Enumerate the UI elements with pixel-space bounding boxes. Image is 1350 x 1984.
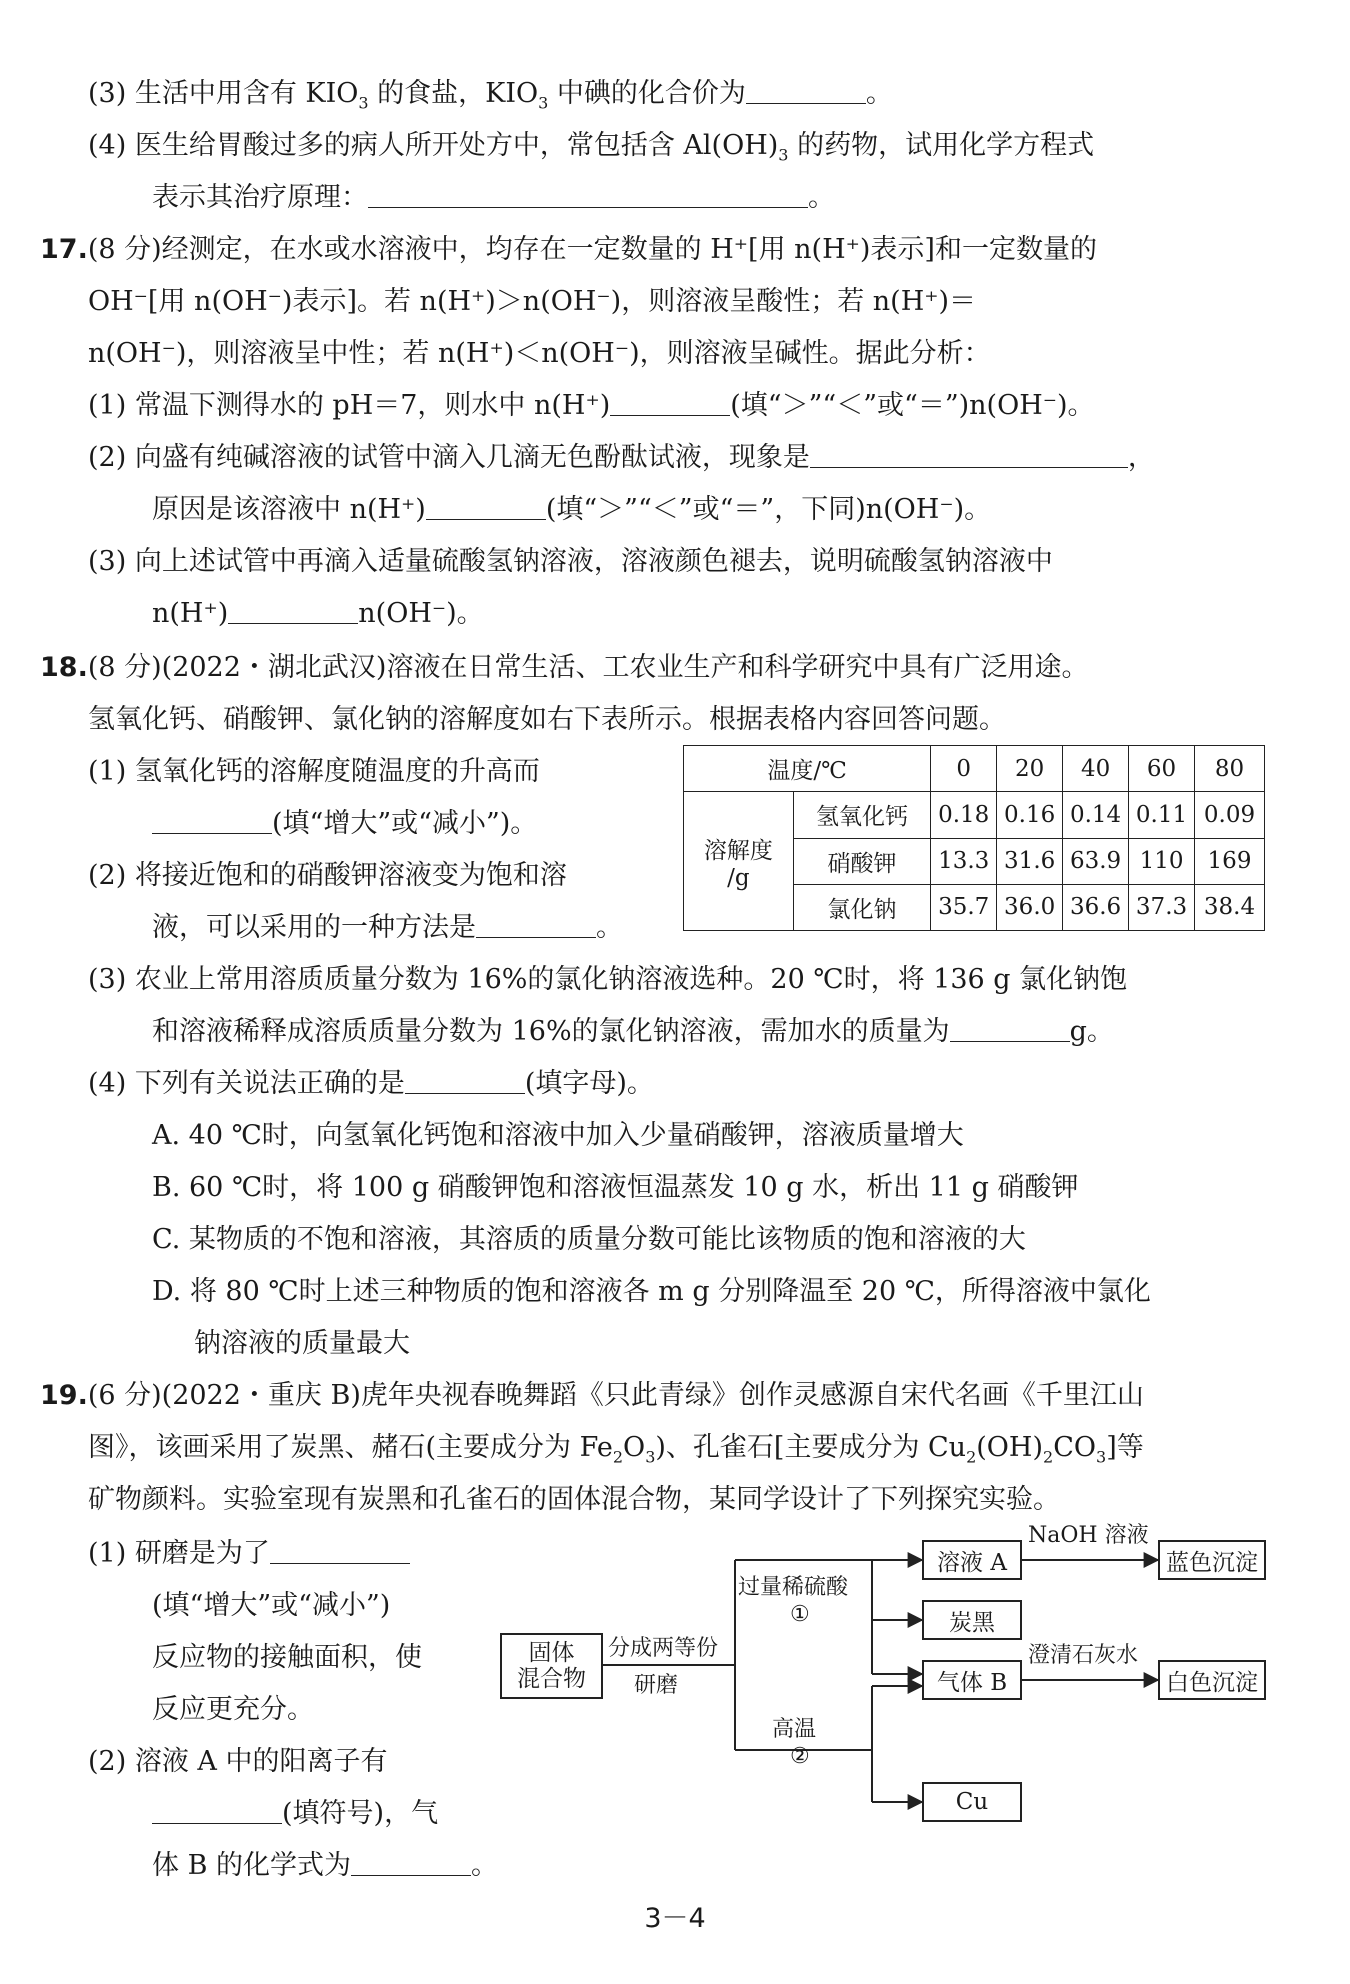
q16-part4-line1: (4) 医生给胃酸过多的病人所开处方中，常包括含 $Al(OH)_3$ 的药物，试用化学方程式 <box>88 130 1095 165</box>
q18-part2-line1: (2) 将接近饱和的硝酸钾溶液变为饱和溶 <box>88 860 567 891</box>
q19-part2-line2: (填符号)，气 <box>152 1796 438 1832</box>
q19-part1-line3: 反应物的接触面积，使 <box>152 1642 422 1673</box>
carbon-black-box: 炭黑 <box>922 1600 1022 1640</box>
temp-cell: 60 <box>1129 746 1195 792</box>
temp-cell: 80 <box>1195 746 1265 792</box>
split-label: 分成两等份 <box>608 1636 719 1661</box>
q18-option-b: B. 60 ℃时，将 100 g 硝酸钾饱和溶液恒温蒸发 10 g 水，析出 11 g 硝酸钾 <box>152 1172 1079 1203</box>
q17-part3-line2: n(H⁺) n(OH⁻)。 <box>152 598 484 629</box>
solubility-group-label: 溶解度 /g <box>684 792 794 931</box>
q18-part4: (4) 下列有关说法正确的是 (填字母)。 <box>88 1068 654 1099</box>
q18-option-d-line2: 钠溶液的质量最大 <box>194 1328 410 1359</box>
q19-stem-line3: 矿物颜料。实验室现有炭黑和孔雀石的固体混合物，某同学设计了下列探究实验。 <box>88 1484 1060 1515</box>
substance-name: 氢氧化钙 <box>793 792 931 838</box>
page-number: 3－4 <box>644 1903 706 1934</box>
q18-stem-line1: 18.(8 分)(2022・湖北武汉)溶液在日常生活、工农业生产和科学研究中具有广泛用途。 <box>40 652 1089 683</box>
q18-option-a: A. 40 ℃时，向氢氧化钙饱和溶液中加入少量硝酸钾，溶液质量增大 <box>152 1120 964 1151</box>
q19-part1-line2: (填“增大”或“减小”) <box>152 1590 391 1621</box>
table-cell: 36.6 <box>1063 884 1129 930</box>
step-1-label: ① <box>790 1602 810 1627</box>
q17-part1: (1) 常温下测得水的 pH＝7，则水中 n(H⁺) (填“＞”“＜”或“＝”)n(OH⁻)。 <box>88 390 1095 421</box>
temp-cell: 20 <box>997 746 1063 792</box>
q18-part3-line2: 和溶液稀释成溶质质量分数为 16%的氯化钠溶液，需加水的质量为 g。 <box>152 1016 1114 1047</box>
q18-part3-line1: (3) 农业上常用溶质质量分数为 16%的氯化钠溶液选种。20 ℃时，将 136 g 氯化钠饱 <box>88 964 1128 995</box>
dilute-acid-label: 过量稀硫酸 <box>738 1575 849 1600</box>
question-number: 17. <box>40 234 88 265</box>
q17-part2-line2: 原因是该溶液中 n(H⁺) (填“＞”“＜”或“＝”，下同)n(OH⁻)。 <box>152 494 992 525</box>
q19-stem-line1: 19.(6 分)(2022・重庆 B)虎年央视春晚舞蹈《只此青绿》创作灵感源自宋代名画《千里江山 <box>40 1380 1144 1411</box>
q19-stem-line2: 图》，该画采用了炭黑、赭石(主要成分为 $Fe_2O_3$)、孔雀石[主要成分为 $Cu_2(OH)_2CO_3$]等 <box>88 1432 1144 1467</box>
q19-part1-line4: 反应更充分。 <box>152 1694 314 1725</box>
table-cell: 38.4 <box>1195 884 1265 930</box>
table-cell: 0.14 <box>1063 792 1129 838</box>
q16-part3: (3) 生活中用含有 $KIO_3$ 的食盐，$KIO_3$ 中碘的化合价为 。 <box>88 78 893 113</box>
q18-part1-line2: (填“增大”或“减小”)。 <box>152 806 537 842</box>
copper-box: Cu <box>922 1782 1022 1822</box>
temp-cell: 40 <box>1063 746 1129 792</box>
blue-precipitate-box: 蓝色沉淀 <box>1158 1540 1266 1580</box>
naoh-label: NaOH 溶液 <box>1028 1523 1149 1548</box>
limewater-label: 澄清石灰水 <box>1028 1643 1139 1668</box>
q18-part1-line1: (1) 氢氧化钙的溶解度随温度的升高而 <box>88 756 540 787</box>
q18-part2-line2: 液，可以采用的一种方法是 。 <box>152 912 623 943</box>
substance-name: 氯化钠 <box>793 884 931 930</box>
substance-name: 硝酸钾 <box>793 838 931 884</box>
grind-label: 研磨 <box>634 1673 679 1698</box>
table-cell: 37.3 <box>1129 884 1195 930</box>
table-cell: 169 <box>1195 838 1265 884</box>
table-cell: 0.09 <box>1195 792 1265 838</box>
q17-stem-line1: 17.(8 分)经测定，在水或水溶液中，均存在一定数量的 H⁺[用 n(H⁺)表示]和一定数量的 <box>40 234 1097 265</box>
solution-a-box: 溶液 A <box>922 1540 1022 1580</box>
q18-option-c: C. 某物质的不饱和溶液，其溶质的质量分数可能比该物质的饱和溶液的大 <box>152 1224 1026 1255</box>
q19-part2-line3: 体 B 的化学式为 。 <box>152 1850 499 1881</box>
q17-stem-line2: OH⁻[用 n(OH⁻)表示]。若 n(H⁺)＞n(OH⁻)，则溶液呈酸性；若 n(H⁺)＝ <box>88 286 977 317</box>
temperature-header: 温度/℃ <box>684 746 931 792</box>
q18-option-d-line1: D. 将 80 ℃时上述三种物质的饱和溶液各 m g 分别降温至 20 ℃，所得溶液中氯化 <box>152 1276 1151 1307</box>
question-number: 19. <box>40 1380 88 1411</box>
table-cell: 110 <box>1129 838 1195 884</box>
table-cell: 0.18 <box>931 792 997 838</box>
white-precipitate-box: 白色沉淀 <box>1158 1660 1266 1700</box>
q16-part4-line2: 表示其治疗原理： 。 <box>152 182 835 213</box>
high-temp-label: 高温 <box>772 1717 817 1742</box>
q17-part2-line1: (2) 向盛有纯碱溶液的试管中滴入几滴无色酚酞试液，现象是 ， <box>88 442 1155 473</box>
table-cell: 0.11 <box>1129 792 1195 838</box>
solid-mixture-box: 固体 混合物 <box>500 1633 603 1699</box>
table-cell: 13.3 <box>931 838 997 884</box>
table-cell: 0.16 <box>997 792 1063 838</box>
q17-part3-line1: (3) 向上述试管中再滴入适量硫酸氢钠溶液，溶液颜色褪去，说明硫酸氢钠溶液中 <box>88 546 1053 577</box>
table-cell: 36.0 <box>997 884 1063 930</box>
q19-part1-line1: (1) 研磨是为了 <box>88 1536 410 1572</box>
gas-b-box: 气体 B <box>922 1660 1022 1700</box>
temp-cell: 0 <box>931 746 997 792</box>
table-cell: 35.7 <box>931 884 997 930</box>
q19-part2-line1: (2) 溶液 A 中的阳离子有 <box>88 1746 388 1777</box>
question-number: 18. <box>40 652 88 683</box>
q17-stem-line3: n(OH⁻)，则溶液呈中性；若 n(H⁺)＜n(OH⁻)，则溶液呈碱性。据此分析： <box>88 338 991 369</box>
table-cell: 63.9 <box>1063 838 1129 884</box>
table-cell: 31.6 <box>997 838 1063 884</box>
q18-stem-line2: 氢氧化钙、硝酸钾、氯化钠的溶解度如右下表所示。根据表格内容回答问题。 <box>88 704 1006 735</box>
step-2-label: ② <box>790 1744 810 1769</box>
